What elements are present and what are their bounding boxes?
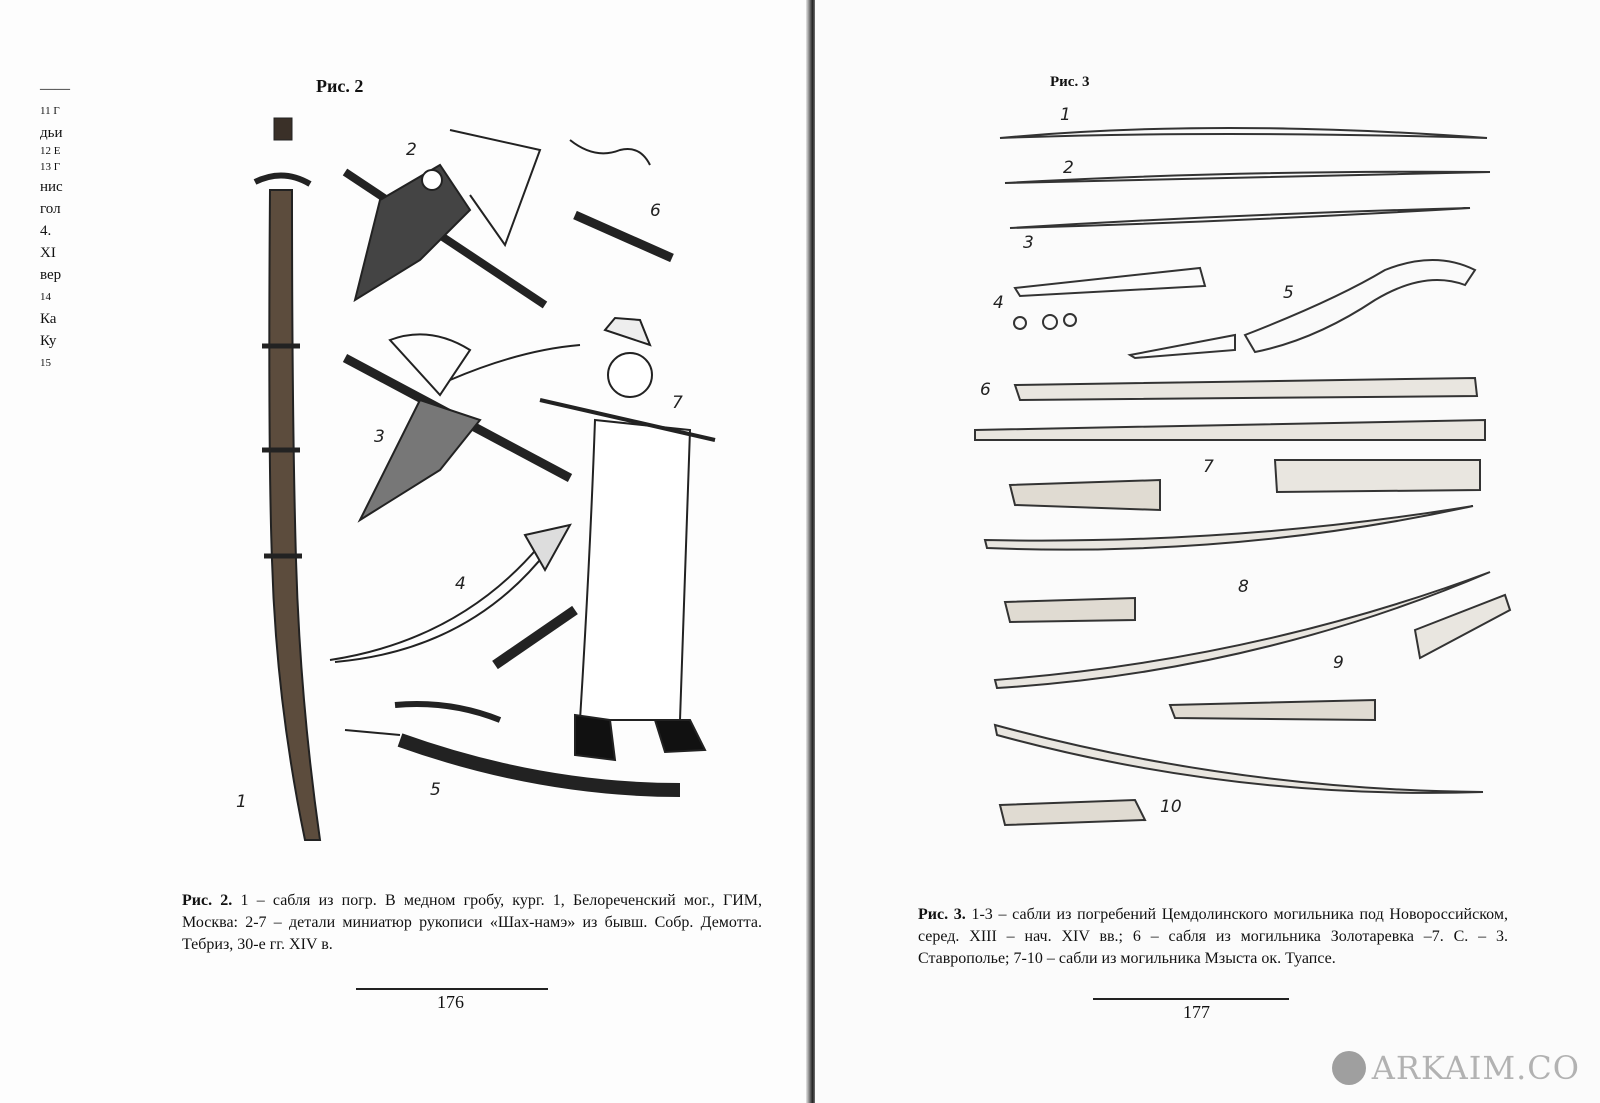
hilt-10-drawing bbox=[1000, 800, 1145, 825]
warrior-7-drawing bbox=[540, 318, 715, 760]
caption-label: Рис. 3. bbox=[918, 906, 966, 923]
caption-text: 1 – сабля из погр. В медном гробу, кург. 1, Белореченский мог., ГИМ, Москва: 2-7 – детали миниатюр рукописи «Шах-намэ» из бывш. Собр. Демотта. Тебриз, 30-е гг. XIV в. bbox=[182, 892, 762, 953]
right-page bbox=[815, 0, 1600, 1103]
edge-fragment: Ка bbox=[40, 311, 57, 327]
hilt-8-drawing bbox=[1005, 598, 1135, 622]
fig-num-2: 2 bbox=[406, 140, 417, 160]
edge-fragment: 11 Г bbox=[40, 105, 60, 117]
circle-logo-icon bbox=[1332, 1051, 1366, 1085]
footer-rule bbox=[1093, 998, 1289, 1000]
watermark bbox=[1332, 1049, 1580, 1087]
figure-caption bbox=[918, 904, 1508, 970]
caption-label: Рис. 2. bbox=[182, 892, 233, 909]
edge-fragment: вер bbox=[40, 267, 62, 283]
edge-fragment: гол bbox=[40, 201, 61, 217]
watermark-text: ARKAIM.CO bbox=[1371, 1049, 1580, 1087]
saber-3-drawing bbox=[1010, 208, 1470, 228]
scabbard-2-drawing bbox=[345, 130, 545, 305]
fig-num-5: 5 bbox=[1283, 283, 1294, 303]
edge-fragment: 4. bbox=[40, 223, 52, 239]
figure-2-drawings bbox=[0, 0, 815, 880]
fig-num-3: 3 bbox=[374, 427, 385, 447]
page-number: 176 bbox=[437, 992, 464, 1012]
edge-fragment: 13 Г bbox=[40, 161, 61, 173]
edge-fragment: нис bbox=[40, 179, 63, 195]
saber-6-drawing bbox=[1015, 378, 1477, 400]
figure-title: Рис. 3 bbox=[1050, 74, 1090, 90]
figure-caption bbox=[182, 890, 762, 956]
scabbard-9-fragment bbox=[1415, 595, 1510, 658]
fig-num-1: 1 bbox=[1060, 105, 1071, 125]
fig-num-2: 2 bbox=[1063, 158, 1074, 178]
saber-1-drawing bbox=[255, 118, 320, 840]
fig-num-6: 6 bbox=[980, 380, 991, 400]
figure-3-drawings bbox=[815, 0, 1600, 880]
detail-6-drawing bbox=[570, 140, 672, 258]
fig-num-6: 6 bbox=[650, 201, 661, 221]
edge-fragment: 15 bbox=[40, 357, 51, 369]
fig-num-7: 7 bbox=[1203, 457, 1214, 477]
fig-num-8: 8 bbox=[1238, 577, 1249, 597]
fig-num-5: 5 bbox=[430, 780, 441, 800]
hilt-7-drawing bbox=[1010, 480, 1160, 510]
edge-fragment: 14 bbox=[40, 291, 51, 303]
fig-num-9: 9 bbox=[1333, 653, 1344, 673]
footer-rule bbox=[356, 988, 548, 990]
saber-4-drawing bbox=[330, 525, 575, 665]
figure-title: Рис. 2 bbox=[316, 76, 364, 96]
saber-10-drawing bbox=[995, 725, 1483, 793]
edge-fragment: 12 Е bbox=[40, 145, 61, 157]
fig-num-1: 1 bbox=[236, 792, 247, 812]
saber-1-drawing bbox=[1000, 128, 1487, 138]
edge-fragment: дьи bbox=[40, 125, 63, 141]
page-number: 177 bbox=[1183, 1002, 1210, 1022]
fig-num-3: 3 bbox=[1023, 233, 1034, 253]
edge-fragment: Ку bbox=[40, 333, 57, 349]
edge-fragment: —— bbox=[40, 81, 70, 97]
caption-text: 1-3 – сабли из погребений Цемдолинского могильника под Новороссийском, серед. XIII – нач. XIV вв.; 6 – сабля из могильника Золотаревка –7. С. – 3. Ставрополье; 7-10 – сабли из могильника Мзыста ок. Туапсе. bbox=[918, 906, 1508, 967]
saber-2-drawing bbox=[1005, 172, 1490, 183]
fig-num-4: 4 bbox=[455, 574, 466, 594]
edge-fragment: XI bbox=[40, 245, 56, 261]
scabbard-7-fragment bbox=[1275, 460, 1480, 492]
saber-7-drawing bbox=[975, 420, 1485, 440]
fig-num-4: 4 bbox=[993, 293, 1004, 313]
fig-num-7: 7 bbox=[672, 393, 683, 413]
saber-8-drawing bbox=[985, 506, 1473, 550]
hilt-9-drawing bbox=[1170, 700, 1375, 720]
fig-num-10: 10 bbox=[1160, 797, 1182, 817]
saber-4-parts-drawing bbox=[1014, 268, 1235, 358]
belt-5-drawing bbox=[1245, 260, 1475, 352]
